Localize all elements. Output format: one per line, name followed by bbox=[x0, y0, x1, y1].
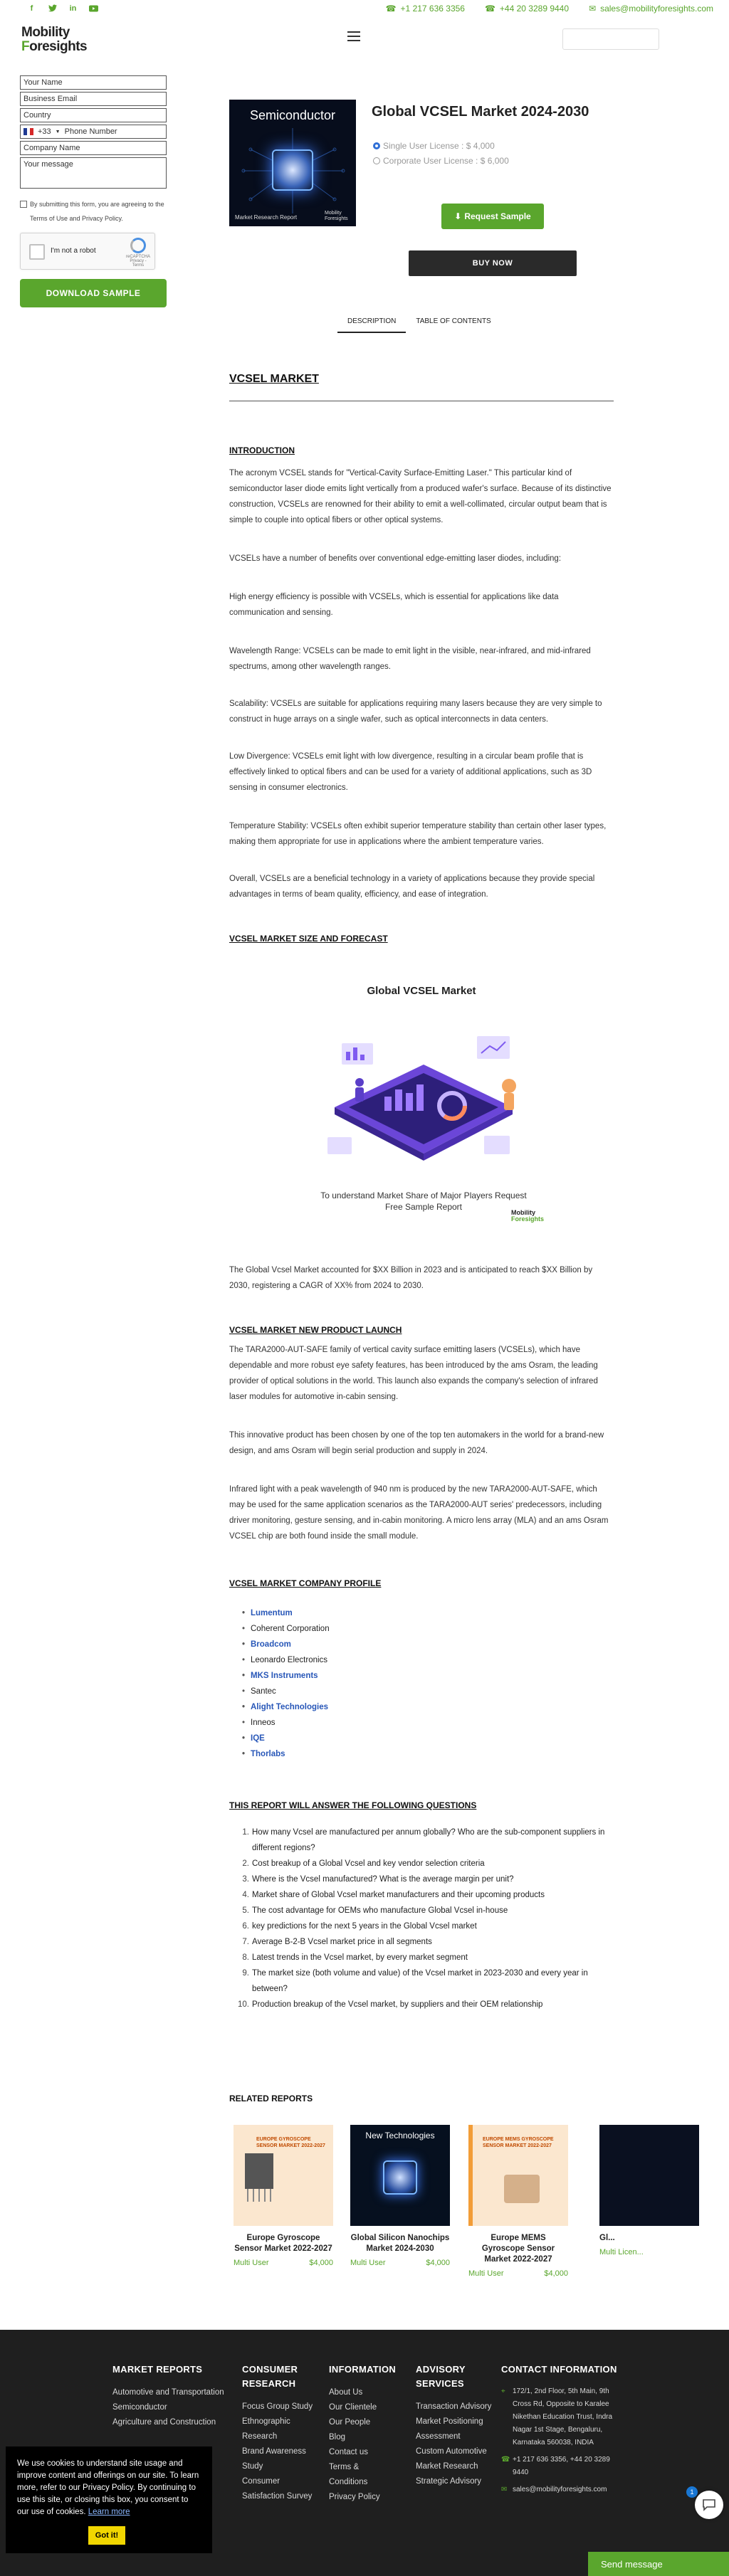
related-report-card[interactable]: Gl... Multi Licen... bbox=[599, 2125, 706, 2256]
paragraph: The Global Vcsel Market accounted for $XX Billion in 2023 and is anticipated to reach $XX Billion by 2030, registering a CAGR of XX% from 2024 to 2030. bbox=[229, 1266, 593, 1290]
company-item[interactable]: • Broadcom bbox=[242, 1637, 330, 1652]
phone-icon: ☎ bbox=[501, 2456, 510, 2464]
company-item: • Santec bbox=[242, 1684, 330, 1699]
question-text: Cost breakup of a Global Vcsel and key vendor selection criteria bbox=[252, 1859, 485, 1868]
related-report-card[interactable]: EUROPE MEMS GYROSCOPE SENSOR MARKET 2022-2027 Europe MEMS Gyroscope Sensor Market 2022-2027 Multi User $4,000 bbox=[468, 2125, 575, 2278]
name-field[interactable]: Your Name bbox=[20, 75, 167, 90]
learn-more-link[interactable]: Learn more bbox=[88, 2508, 130, 2516]
license-option-corporate[interactable]: Corporate User License : $ 6,000 bbox=[373, 156, 509, 166]
phone-field[interactable]: +33 ▼ Phone Number bbox=[20, 125, 167, 139]
recaptcha-icon bbox=[130, 238, 146, 253]
paragraph: Wavelength Range: VCSELs can be made to emit light in the visible, near-infrared, and mid-infrared spectrums, among other wavelength ranges. bbox=[229, 647, 591, 671]
footer-contact: CONTACT INFORMATION ⌖ 172/1, 2nd Floor, 5th Main, 9th Cross Rd, Opposite to Karalee Nikethan Education Trust, Indra Nagar 1st Stage, Bengaluru, Karnataka 560038, INDIA ☎ +1 217 636 3356, +44 20 3289 9440 ✉ sales@mobilityforesights.com bbox=[501, 2363, 621, 2501]
question-item bbox=[242, 1887, 615, 1903]
report-title: Global VCSEL Market 2024-2030 bbox=[372, 104, 589, 120]
location-icon: ⌖ bbox=[501, 2387, 505, 2395]
twitter-icon[interactable] bbox=[48, 4, 57, 13]
linkedin-icon[interactable]: in bbox=[69, 4, 77, 13]
site-logo[interactable]: Mobility Foresights bbox=[21, 25, 88, 54]
footer-market-reports: MARKET REPORTS Automotive and Transportation Semiconductor Agriculture and Construction bbox=[112, 2364, 224, 2427]
paragraph: This innovative product has been chosen by one of the top ten automakers in the world for a brand-new design, and ams Osram will begin serial production and supply in 2024. bbox=[229, 1431, 604, 1455]
question-item bbox=[242, 1950, 615, 1965]
footer-advisory-services: ADVISORY SERVICES Transaction Advisory Market Positioning Assessment Custom Automotive Market Research Strategic Advisory bbox=[416, 2364, 492, 2486]
accent-bar bbox=[468, 2125, 473, 2226]
company-item: • Leonardo Electronics bbox=[242, 1652, 330, 1668]
company-list bbox=[242, 1605, 330, 1762]
consent-row: By submitting this form, you are agreeing to the Terms of Use and Privacy Policy. bbox=[20, 197, 168, 226]
paragraph: The acronym VCSEL stands for "Vertical-Cavity Surface-Emitting Laser." This particular kind of semiconductor laser diode emits light vertically from a produced wafer's surface. Because of its distinctive construction, VCSELs are renowned for their ability to emit a well-collimated, circular output beam that is simple to couple into optical fibers or other optical systems. bbox=[229, 469, 612, 524]
question-item bbox=[242, 1918, 615, 1934]
section-heading-product-launch: VCSEL MARKET NEW PRODUCT LAUNCH bbox=[229, 1325, 402, 1335]
question-text: Production breakup of the Vcsel market, by suppliers and their OEM relationship bbox=[252, 2000, 543, 2009]
license-option-single[interactable]: Single User License : $ 4,000 bbox=[373, 141, 509, 151]
paragraph: Overall, VCSELs are a beneficial technology in a variety of applications because they provide special advantages in terms of beam quality, efficiency, and ease of integration. bbox=[229, 875, 595, 899]
question-number: 2. bbox=[242, 1859, 249, 1868]
company-item: • Inneos bbox=[242, 1715, 330, 1731]
question-text: The market size (both volume and value) of the Vcsel market in 2023-2030 and every year in between? bbox=[252, 1969, 588, 1993]
social-links bbox=[27, 4, 98, 13]
tab-table-of-contents[interactable]: TABLE OF CONTENTS bbox=[416, 317, 491, 325]
report-thumbnail: EUROPE GYROSCOPE SENSOR MARKET 2022-2027 bbox=[234, 2125, 333, 2226]
content-tabs bbox=[337, 313, 501, 333]
sample-request-form bbox=[20, 75, 168, 307]
section-heading-market-size: VCSEL MARKET SIZE AND FORECAST bbox=[229, 934, 388, 944]
recaptcha-widget: I'm not a robot reCAPTCHA Privacy - Terms bbox=[20, 233, 155, 270]
paragraph: VCSELs have a number of benefits over conventional edge-emitting laser diodes, including: bbox=[229, 554, 562, 563]
download-icon: ⬇ bbox=[454, 211, 462, 221]
report-thumbnail bbox=[599, 2125, 699, 2226]
question-number: 8. bbox=[242, 1953, 249, 1962]
question-number: 10. bbox=[238, 2000, 249, 2009]
buy-now-button[interactable]: BUY NOW bbox=[409, 250, 577, 276]
company-item[interactable]: • IQE bbox=[242, 1731, 330, 1746]
question-text: key predictions for the next 5 years in the Global Vcsel market bbox=[252, 1922, 477, 1931]
chat-bubble-icon[interactable] bbox=[695, 2491, 723, 2519]
consent-checkbox[interactable] bbox=[20, 201, 27, 208]
phone-uk[interactable]: ☎ +44 20 3289 9440 bbox=[484, 4, 570, 14]
question-item bbox=[242, 1856, 615, 1872]
infographic-title: Global VCSEL Market bbox=[367, 985, 476, 997]
mail-icon: ✉ bbox=[589, 4, 597, 14]
related-report-card[interactable]: New Technologies Global Silicon Nanochips Market 2024-2030 Multi User $4,000 bbox=[350, 2125, 457, 2267]
company-item[interactable]: • MKS Instruments bbox=[242, 1668, 330, 1684]
email-field[interactable]: Business Email bbox=[20, 92, 167, 106]
phone-icon: ☎ bbox=[484, 4, 495, 14]
chip-graphic bbox=[383, 2160, 417, 2195]
company-item[interactable]: • Alight Technologies bbox=[242, 1699, 330, 1715]
related-report-card[interactable]: EUROPE GYROSCOPE SENSOR MARKET 2022-2027 Europe Gyroscope Sensor Market 2022-2027 Multi User $4,000 bbox=[234, 2125, 340, 2267]
question-item bbox=[242, 1825, 615, 1856]
send-message-button[interactable]: Send message bbox=[588, 2552, 729, 2576]
footer-information: INFORMATION About Us Our Clientele Our People Blog Contact us Terms & Conditions Privacy Policy bbox=[329, 2364, 397, 2501]
question-number: 9. bbox=[242, 1969, 249, 1978]
company-field[interactable]: Company Name bbox=[20, 141, 167, 155]
related-reports-heading: RELATED REPORTS bbox=[229, 2094, 313, 2103]
question-number: 7. bbox=[242, 1938, 249, 1946]
company-item[interactable]: • Lumentum bbox=[242, 1605, 330, 1621]
question-item bbox=[242, 1934, 615, 1950]
email-link[interactable]: ✉ sales@mobilityforesights.com bbox=[589, 4, 713, 14]
related-reports-carousel bbox=[229, 2125, 644, 2296]
tab-description[interactable]: DESCRIPTION bbox=[337, 313, 406, 333]
top-contact-bar bbox=[0, 0, 729, 17]
question-item bbox=[242, 1965, 615, 1997]
market-infographic bbox=[306, 1015, 541, 1186]
company-item: • Coherent Corporation bbox=[242, 1621, 330, 1637]
recaptcha-checkbox[interactable] bbox=[29, 244, 45, 260]
footer-consumer-research: CONSUMER RESEARCH Focus Group Study Ethnographic Research Brand Awareness Study Consumer Satisfaction Survey bbox=[242, 2364, 313, 2501]
article-title: VCSEL MARKET bbox=[229, 373, 319, 385]
section-heading-introduction: INTRODUCTION bbox=[229, 445, 295, 455]
question-text: The cost advantage for OEMs who manufacture Global Vcsel in-house bbox=[252, 1906, 508, 1915]
radio-selected-icon[interactable] bbox=[373, 142, 380, 149]
paragraph: Infrared light with a peak wavelength of 940 nm is produced by the new TARA2000-AUT-SAFE, which may be used for the same application scenarios as the TARA2000-AUT series' predecessors, including driver monitoring, gesture sensing, and in-cabin monitoring. A micro lens array (MLA) and an ams Osram VCSEL chip are both found inside the small module. bbox=[229, 1485, 609, 1541]
menu-icon[interactable] bbox=[347, 31, 360, 41]
radio-icon[interactable] bbox=[373, 157, 380, 164]
download-sample-button[interactable]: DOWNLOAD SAMPLE bbox=[20, 279, 167, 307]
section-heading-questions: THIS REPORT WILL ANSWER THE FOLLOWING QUESTIONS bbox=[229, 1800, 477, 1810]
paragraph: The TARA2000-AUT-SAFE family of vertical cavity surface emitting lasers (VCSELs), which have dependable and more robust eye safety features, has been introduced by the ams Osram, the leading provider of optical solutions in the world. This launch also expands the company's selection of infrared laser modules for automotive in-cabin sensing. bbox=[229, 1346, 598, 1401]
infographic-logo: Mobility Foresights bbox=[511, 1209, 545, 1223]
chip-graphic bbox=[272, 149, 313, 191]
paragraph: Scalability: VCSELs are suitable for applications requiring many lasers because they are very simple to construct in huge arrays on a single wafer, such as optical interconnects in data centers. bbox=[229, 700, 602, 724]
france-flag-icon[interactable] bbox=[23, 128, 33, 135]
facebook-icon[interactable]: f bbox=[30, 4, 33, 13]
section-heading-company-profile: VCSEL MARKET COMPANY PROFILE bbox=[229, 1578, 382, 1588]
report-cover-image: Semiconductor Market Research Report Mobility Foresights bbox=[229, 100, 356, 226]
phone-us[interactable]: ☎ +1 217 636 3356 bbox=[385, 4, 465, 14]
question-text: Average B-2-B Vcsel market price in all segments bbox=[252, 1938, 432, 1946]
contact-info bbox=[386, 4, 713, 14]
question-item bbox=[242, 1872, 615, 1887]
phone-icon: ☎ bbox=[385, 4, 397, 14]
question-number: 5. bbox=[242, 1906, 249, 1915]
sensor-graphic bbox=[504, 2175, 540, 2203]
infographic-caption[interactable]: To understand Market Share of Major Players Request Free Sample Report bbox=[320, 1191, 527, 1212]
question-item bbox=[238, 1997, 615, 2012]
question-item bbox=[242, 1903, 615, 1918]
question-text: Where is the Vcsel manufactured? What is the average margin per unit? bbox=[252, 1875, 514, 1884]
paragraph: Low Divergence: VCSELs emit light with low divergence, resulting in a circular beam profile that is effectively linked to optical fibers and can be used for a variety of additional applications, such as 3D sensing in consumer electronics. bbox=[229, 752, 592, 792]
paragraph: Temperature Stability: VCSELs often exhibit superior temperature stability than certain other laser types, making them appropriate for use in applications where the ambient temperature varies. bbox=[229, 822, 607, 846]
question-number: 4. bbox=[242, 1891, 249, 1899]
request-sample-button[interactable]: ⬇ Request Sample bbox=[441, 204, 544, 229]
message-field[interactable]: Your message bbox=[20, 157, 167, 189]
report-thumbnail: New Technologies bbox=[350, 2125, 450, 2226]
youtube-icon[interactable] bbox=[89, 4, 98, 13]
license-options bbox=[373, 141, 509, 171]
site-header bbox=[0, 17, 729, 64]
cookie-accept-button[interactable]: Got it! bbox=[88, 2526, 125, 2545]
mail-icon: ✉ bbox=[501, 2486, 508, 2493]
question-number: 3. bbox=[242, 1875, 249, 1884]
question-text: Latest trends in the Vcsel market, by every market segment bbox=[252, 1953, 468, 1962]
report-thumbnail: EUROPE MEMS GYROSCOPE SENSOR MARKET 2022-2027 bbox=[468, 2125, 568, 2226]
chat-notification-badge: 1 bbox=[686, 2486, 698, 2498]
question-text: How many Vcsel are manufactured per annum globally? Who are the sub-component suppliers in different regions? bbox=[252, 1828, 605, 1852]
company-item[interactable]: • Thorlabs bbox=[242, 1746, 330, 1762]
question-number: 6. bbox=[242, 1922, 249, 1931]
cookie-banner: We use cookies to understand site usage and improve content and offerings on our site. To learn more, refer to our Privacy Policy. By continuing to use this site, or closing this box, you consent to our use of cookies. Learn more Got it! bbox=[6, 2446, 212, 2553]
question-text: Market share of Global Vcsel market manufacturers and their upcoming products bbox=[252, 1891, 545, 1899]
questions-list bbox=[238, 1825, 615, 2012]
paragraph: High energy efficiency is possible with VCSELs, which is essential for applications like data communication and sensing. bbox=[229, 593, 559, 617]
search-input[interactable] bbox=[562, 28, 659, 50]
country-field[interactable]: Country bbox=[20, 108, 167, 122]
question-number: 1. bbox=[242, 1828, 249, 1837]
chevron-down-icon: ▼ bbox=[55, 129, 61, 134]
